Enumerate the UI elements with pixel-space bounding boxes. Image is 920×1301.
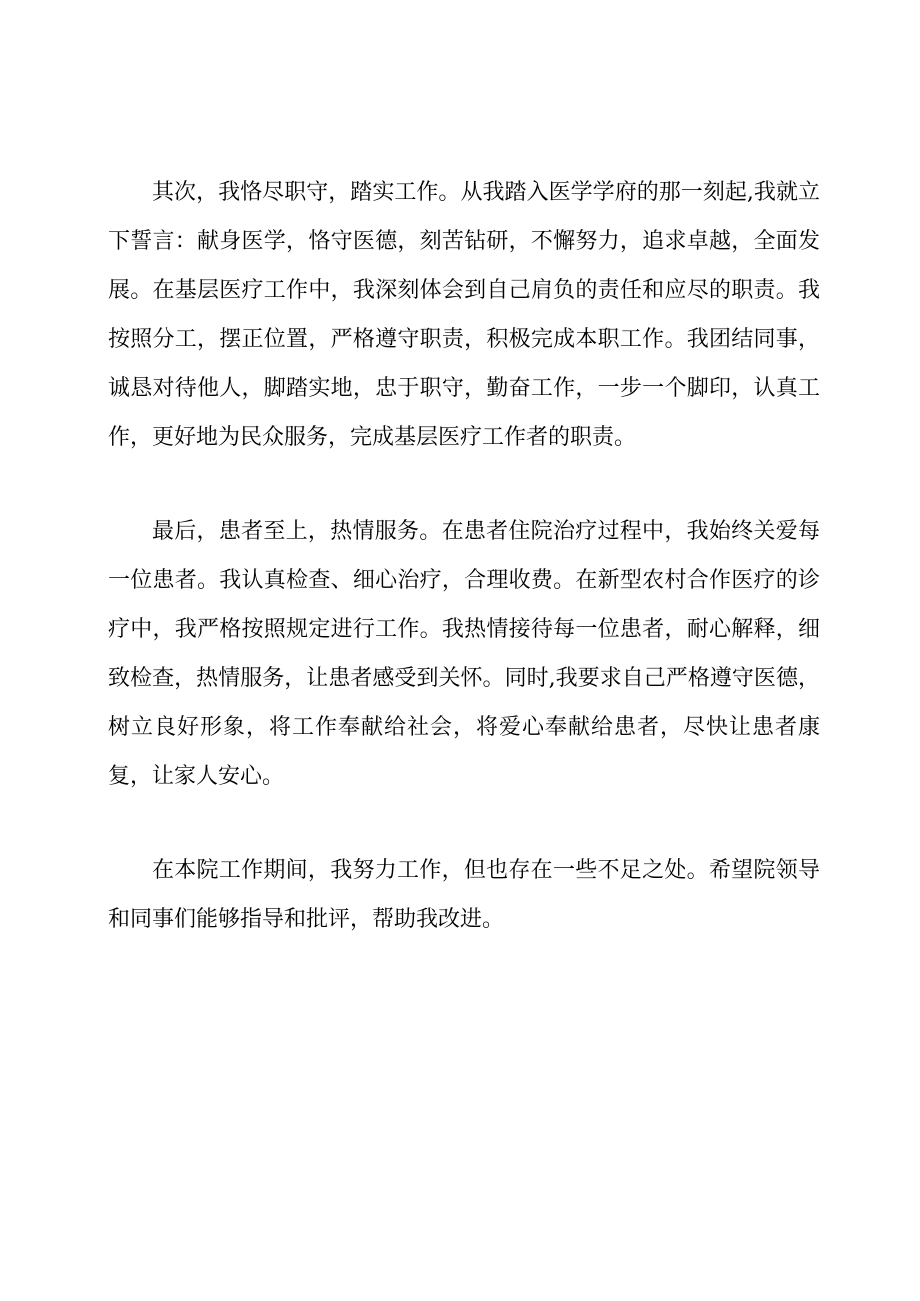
paragraph-conclusion: 在本院工作期间，我努力工作，但也存在一些不足之处。希望院领导和同事们能够指导和批评，帮助我改进。 — [108, 858, 820, 932]
paragraph-duty: 其次，我恪尽职守，踏实工作。从我踏入医学学府的那一刻起,我就立下誓言：献身医学，恪守医德，刻苦钻研，不懈努力，追求卓越，全面发展。在基层医疗工作中，我深刻体会到自己肩负的责任和应尽的职责。我按照分工，摆正位置，严格遵守职责，积极完成本职工作。我团结同事，诚恳对待他人，脚踏实地，忠于职守，勤奋工作，一步一个脚印，认真工作，更好地为民众服务，完成基层医疗工作者的职责。 — [108, 180, 820, 450]
paragraph-patients: 最后，患者至上，热情服务。在患者住院治疗过程中，我始终关爱每一位患者。我认真检查、细心治疗，合理收费。在新型农村合作医疗的诊疗中，我严格按照规定进行工作。我热情接待每一位患者，耐心解释，细致检查，热情服务，让患者感受到关怀。同时,我要求自己严格遵守医德，树立良好形象，将工作奉献给社会，将爱心奉献给患者，尽快让患者康复，让家人安心。 — [108, 519, 820, 789]
document-body — [108, 168, 820, 944]
